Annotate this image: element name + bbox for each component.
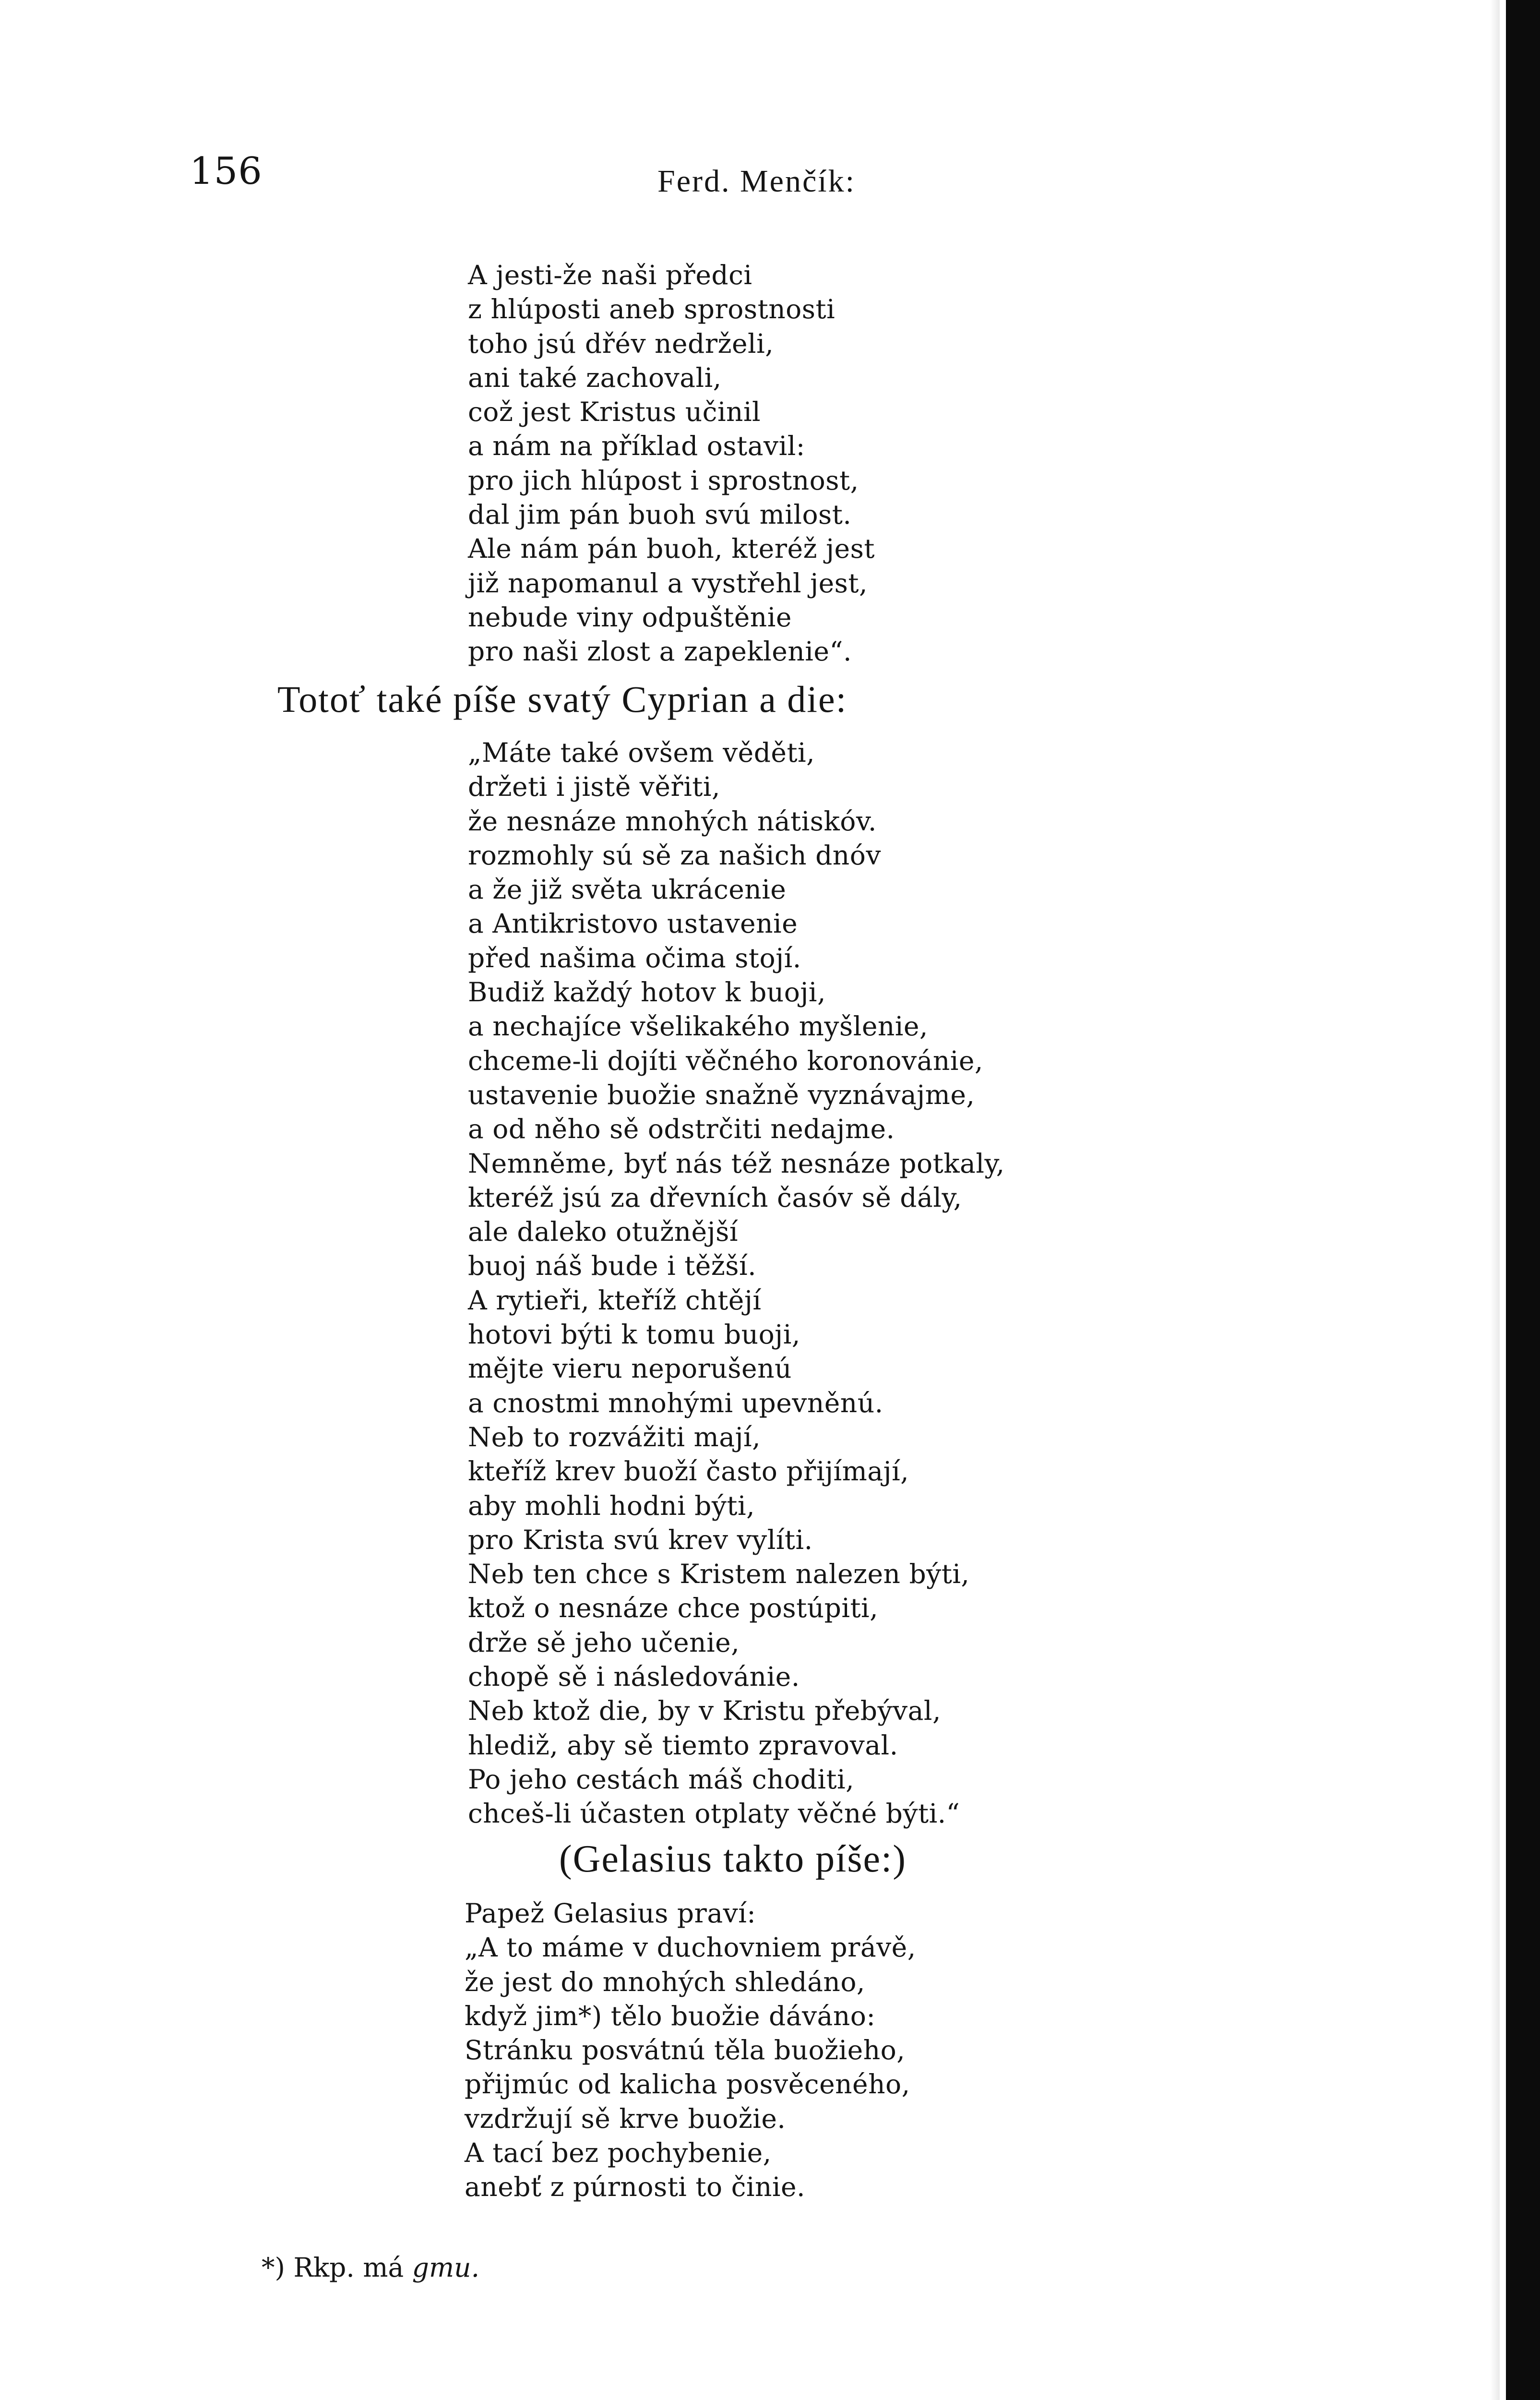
verse-line: a od něho sě odstrčiti nedajme. <box>468 1114 895 1145</box>
verse-line: ustavenie buožie snažně vyznávajme, <box>468 1079 975 1110</box>
verse-line: což jest Kristus učinil <box>468 396 761 428</box>
cyprian-intro-line: Totoť také píše svatý Cyprian a die: <box>277 678 848 720</box>
verse-line: Budiž každý hotov k buoji, <box>468 977 826 1008</box>
verse-line: Neb ktož die, by v Kristu přebýval, <box>468 1695 941 1727</box>
running-title: Ferd. Menčík: <box>657 164 856 199</box>
page-edge-shadow <box>1490 0 1500 2400</box>
verse-line: když jim*) tělo buožie dáváno: <box>465 2000 876 2031</box>
verse-line: „A to máme v duchovniem právě, <box>465 1932 916 1963</box>
verse-line: Po jeho cestách máš choditi, <box>468 1764 855 1795</box>
verse-line: chceš-li účasten otplaty věčné býti.“ <box>468 1798 960 1829</box>
verse-line: držeti i jistě věřiti, <box>468 771 720 803</box>
verse-line: pro Krista svú krev vylíti. <box>468 1524 813 1555</box>
verse-line: Papež Gelasius praví: <box>465 1898 756 1929</box>
verse-line: vzdržují sě krve buožie. <box>465 2103 786 2134</box>
verse-line: chceme-li dojíti věčného koronovánie, <box>468 1045 983 1076</box>
verse-line: že jest do mnohých shledáno, <box>465 1966 865 1997</box>
verse-line: že nesnáze mnohých nátiskóv. <box>468 805 877 837</box>
verse-line: Ale nám pán buoh, kteréž jest <box>468 533 875 564</box>
verse-line: A tací bez pochybenie, <box>465 2137 772 2169</box>
verse-line: ktož o nesnáze chce postúpiti, <box>468 1593 879 1624</box>
verse-line: aby mohli hodni býti, <box>468 1490 755 1521</box>
verse-line: mějte vieru neporušenú <box>468 1353 792 1384</box>
verse-line: přijmúc od kalicha posvěceného, <box>465 2069 910 2100</box>
verse-line: chopě sě i následovánie. <box>468 1661 800 1692</box>
verse-line: a nám na příklad ostavil: <box>468 431 805 462</box>
verse-line: pro naši zlost a zapeklenie“. <box>468 636 852 667</box>
verse-line: a Antikristovo ustavenie <box>468 908 798 939</box>
verse-line: pro jich hlúpost i sprostnost, <box>468 465 859 496</box>
verse-line: Neb ten chce s Kristem nalezen býti, <box>468 1559 970 1590</box>
verse-line: A rytieři, kteříž chtějí <box>468 1284 762 1316</box>
verse-line: anebť z púrnosti to činie. <box>465 2172 806 2203</box>
verse-line: A jesti-že naši předci <box>468 260 752 290</box>
verse-line: z hlúposti aneb sprostnosti <box>468 294 836 325</box>
verse-line: kteréž jsú za dřevních časóv sě dály, <box>468 1182 962 1213</box>
verse-line: ale daleko otužnější <box>468 1216 738 1248</box>
verse-line: Neb to rozvážiti mají, <box>468 1421 761 1452</box>
verse-line: toho jsú dřév nedrželi, <box>468 328 774 359</box>
section-heading: (Gelasius takto píše:) <box>559 1838 907 1880</box>
verse-line: již napomanul a vystřehl jest, <box>468 567 868 599</box>
footnote-reading: gmu. <box>412 2252 480 2283</box>
verse-line: „Máte také ovšem věděti, <box>468 737 815 768</box>
verse-line: před našima očima stojí. <box>468 942 801 973</box>
verse-block-1 <box>468 258 875 669</box>
verse-line: Stránku posvátnú těla buožieho, <box>465 2035 906 2066</box>
page-number: 156 <box>190 150 263 193</box>
footnote <box>262 2252 480 2283</box>
verse-line: a že již světa ukrácenie <box>468 874 787 905</box>
footnote-marker: *) Rkp. má <box>262 2252 404 2283</box>
verse-line: drže sě jeho učenie, <box>468 1627 740 1658</box>
verse-line: ani také zachovali, <box>468 362 722 393</box>
verse-line: rozmohly sú sě za našich dnóv <box>468 840 881 871</box>
verse-line: Nemněme, byť nás též nesnáze potkaly, <box>468 1148 1005 1179</box>
verse-line: a cnostmi mnohými upevněnú. <box>468 1387 883 1418</box>
scan-border <box>1506 0 1540 2400</box>
verse-line: kteříž krev buoží často přijímají, <box>468 1456 909 1487</box>
verse-line: nebude viny odpuštěnie <box>468 601 792 633</box>
verse-block-3 <box>465 1896 916 2205</box>
verse-block-2 <box>468 736 1005 1831</box>
verse-line: dal jim pán buoh svú milost. <box>468 499 852 530</box>
verse-line: hotovi býti k tomu buoji, <box>468 1319 800 1350</box>
verse-line: hlediž, aby sě tiemto zpravoval. <box>468 1729 898 1761</box>
verse-line: buoj náš bude i těžší. <box>468 1250 757 1282</box>
verse-line: a nechajíce všelikakého myšlenie, <box>468 1011 928 1042</box>
